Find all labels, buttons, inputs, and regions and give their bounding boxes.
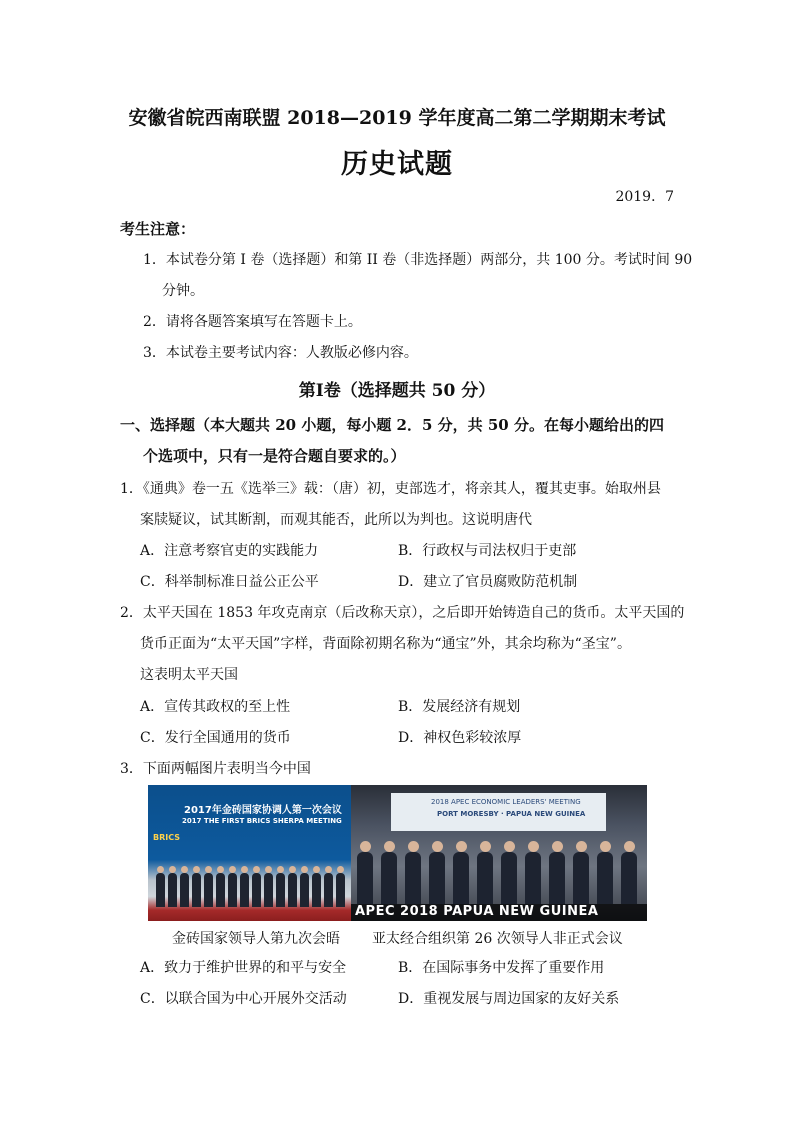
person-head <box>229 866 236 873</box>
q1-option-d: D．建立了官员腐败防范机制 <box>398 574 578 590</box>
notice-item-3: 3．本试卷主要考试内容：人教版必修内容。 <box>143 345 418 361</box>
q2-stem-cont: 货币正面为“太平天国”字样，背面除初期名称为“通宝”外，其余均称为“圣宝”。 <box>140 636 631 652</box>
q1-option-a: A．注意考察官吏的实践能力 <box>140 543 319 559</box>
apec-banner <box>391 793 606 831</box>
exam-title: 安徽省皖西南联盟 2018—2019 学年度高二第二学期期末考试 <box>128 107 666 129</box>
q2-option-a: A．宣传其政权的至上性 <box>140 699 291 715</box>
person-head <box>301 866 308 873</box>
person-head <box>360 841 371 852</box>
q2-option-c: C．发行全国通用的货币 <box>140 730 291 746</box>
q1-stem-cont: 案牍疑议，试其断割，而观其能否，此所以为判也。这说明唐代 <box>140 512 532 528</box>
q3-stem: 3．下面两幅图片表明当今中国 <box>120 761 311 777</box>
person-head <box>265 866 272 873</box>
person-head <box>552 841 563 852</box>
q1-stem: 1．《通典》卷一五《选举三》载：（唐）初，吏部选才，将亲其人，覆其吏事。始取州县 <box>120 481 661 497</box>
photo2-caption: 亚太经合组织第 26 次领导人非正式会议 <box>372 931 623 947</box>
person-head <box>600 841 611 852</box>
person-head <box>576 841 587 852</box>
apec-banner-line1: 2018 APEC ECONOMIC LEADERS' MEETING <box>431 798 581 806</box>
brics-group <box>148 857 351 907</box>
person-head <box>480 841 491 852</box>
brics-banner-cn: 2017年金砖国家协调人第一次会议 <box>184 805 342 816</box>
brics-banner-en: 2017 THE FIRST BRICS SHERPA MEETING <box>182 817 342 825</box>
notice-label: 考生注意： <box>120 220 196 238</box>
person-head <box>432 841 443 852</box>
q2-option-b: B．发展经济有规划 <box>398 699 521 715</box>
person-head <box>456 841 467 852</box>
person-head <box>528 841 539 852</box>
subject-title: 历史试题 <box>341 149 453 180</box>
apec-meeting-photo <box>351 785 647 921</box>
person-head <box>169 866 176 873</box>
person-head <box>384 841 395 852</box>
person-head <box>504 841 515 852</box>
q2-option-d: D．神权色彩较浓厚 <box>398 730 522 746</box>
q1-option-c: C．科举制标准日益公正公平 <box>140 574 319 590</box>
q2-stem-cont-2: 这表明太平天国 <box>140 667 238 683</box>
person-head <box>337 866 344 873</box>
person-head <box>193 866 200 873</box>
notice-item-1-cont: 分钟。 <box>162 283 204 299</box>
person-head <box>289 866 296 873</box>
q1-option-b: B．行政权与司法权归于吏部 <box>398 543 577 559</box>
brics-logo: BRICS <box>153 833 181 842</box>
q3-option-c: C．以联合国为中心开展外交活动 <box>140 991 347 1007</box>
brics-banner <box>178 799 343 845</box>
brics-meeting-photo <box>148 785 351 921</box>
person-head <box>277 866 284 873</box>
person-head <box>325 866 332 873</box>
apec-banner-line2: PORT MORESBY · PAPUA NEW GUINEA <box>437 810 586 818</box>
apec-overlay-text: APEC 2018 PAPUA NEW GUINEA <box>355 904 599 919</box>
section-instructions: 一、选择题（本大题共 20 小题，每小题 2．5 分，共 50 分。在每小题给出的四 <box>120 416 664 434</box>
q3-option-d: D．重视发展与周边国家的友好关系 <box>398 991 620 1007</box>
person-head <box>624 841 635 852</box>
person-head <box>181 866 188 873</box>
photo1-caption: 金砖国家领导人第九次会晤 <box>172 931 340 947</box>
exam-date: 2019．7 <box>615 189 674 205</box>
person-head <box>313 866 320 873</box>
person-head <box>253 866 260 873</box>
person-head <box>217 866 224 873</box>
section-instructions-cont: 个选项中，只有一是符合题自要求的。） <box>143 447 406 465</box>
section-title: 第Ⅰ卷（选择题共 50 分） <box>298 381 496 401</box>
person-head <box>408 841 419 852</box>
q3-option-a: A．致力于维护世界的和平与安全 <box>140 960 347 976</box>
apec-overlay-bar <box>351 904 647 921</box>
notice-item-1: 1．本试卷分第 I 卷（选择题）和第 II 卷（非选择题）两部分，共 100 分。考试时间 90 <box>143 252 693 268</box>
apec-group <box>351 834 647 904</box>
person-head <box>157 866 164 873</box>
person-head <box>205 866 212 873</box>
q2-stem: 2．太平天国在 1853 年攻克南京（后改称天京），之后即开始铸造自己的货币。太平天国的 <box>120 605 685 621</box>
q3-option-b: B．在国际事务中发挥了重要作用 <box>398 960 605 976</box>
person-head <box>241 866 248 873</box>
notice-item-2: 2．请将各题答案填写在答题卡上。 <box>143 314 362 330</box>
